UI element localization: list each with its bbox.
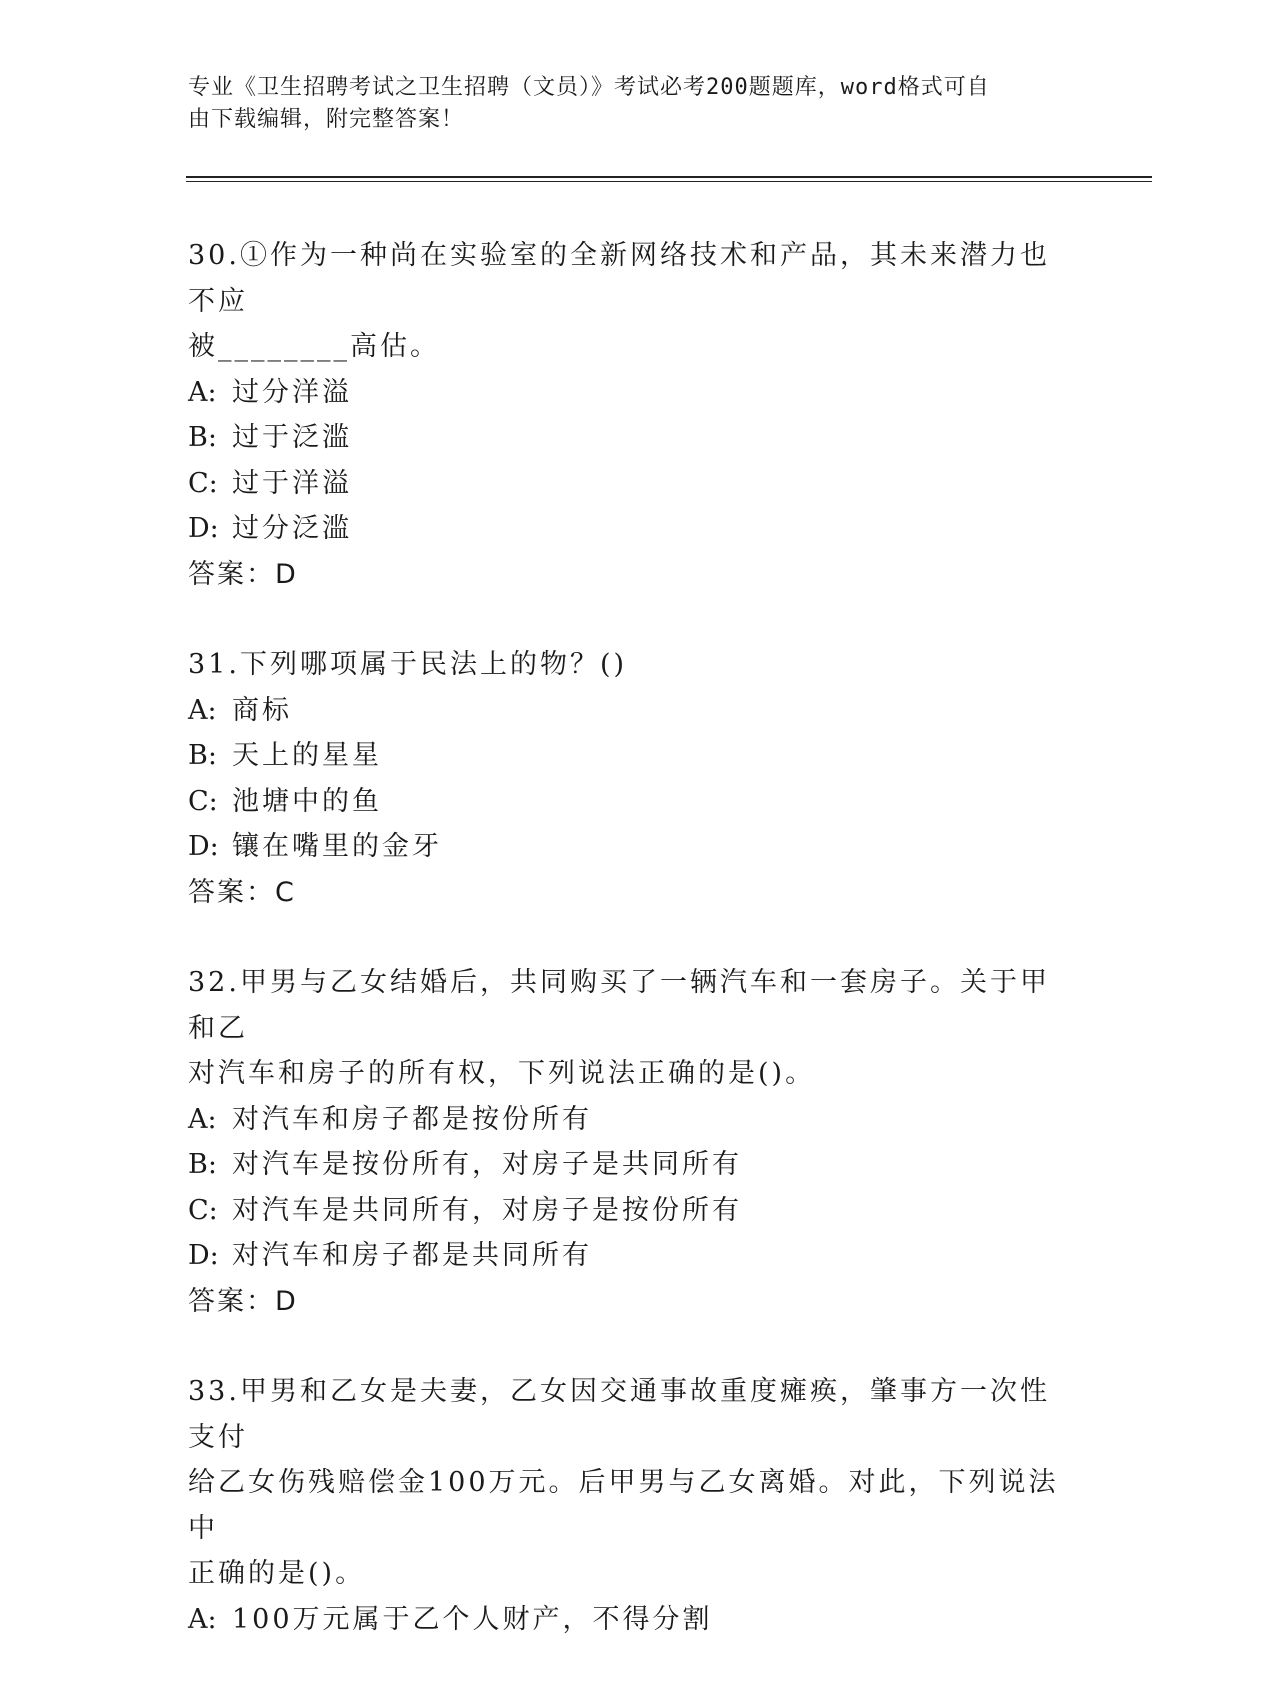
question-stem-line: 被________高估。 [188, 331, 440, 362]
document-header [188, 72, 1088, 136]
option-text: 天上的星星 [232, 740, 382, 771]
option-label: D: [188, 831, 219, 862]
option-label: C: [188, 785, 218, 817]
option-text: 镶在嘴里的金牙 [232, 831, 442, 862]
option-label: B: [188, 422, 217, 453]
question-33 [188, 1369, 1088, 1642]
option-b [188, 415, 1088, 461]
question-list [188, 233, 1088, 1687]
option-c [188, 1188, 1088, 1234]
option-a [188, 1097, 1088, 1143]
header-line-2: 由下载编辑，附完整答案！ [188, 107, 465, 132]
question-32 [188, 960, 1088, 1324]
option-text: 池塘中的鱼 [232, 785, 382, 817]
option-c [188, 461, 1088, 507]
option-label: B: [188, 1149, 217, 1180]
option-a [188, 370, 1088, 416]
option-text: 对汽车和房子都是按份所有 [232, 1103, 592, 1135]
header-line-1: 专业《卫生招聘考试之卫生招聘（文员）》考试必考200题题库，word格式可自 [188, 75, 990, 100]
option-text: 对汽车是共同所有，对房子是按份所有 [232, 1194, 742, 1226]
question-stem-line: 正确的是()。 [188, 1558, 366, 1589]
header-divider-thin [186, 181, 1152, 182]
option-a [188, 688, 1088, 734]
option-label: D: [188, 513, 219, 544]
option-d [188, 1233, 1088, 1279]
option-text: 100万元属于乙个人财产，不得分割 [232, 1603, 713, 1635]
option-label: A: [188, 376, 217, 408]
option-label: A: [188, 1603, 217, 1635]
option-d [188, 506, 1088, 552]
option-c [188, 779, 1088, 825]
question-stem-line: 30.①作为一种尚在实验室的全新网络技术和产品，其未来潜力也不应 [188, 240, 1050, 317]
option-d [188, 824, 1088, 870]
answer-line: 答案：D [188, 1285, 298, 1317]
option-text: 过于洋溢 [232, 467, 352, 499]
option-text: 过分泛滥 [232, 513, 352, 544]
option-label: A: [188, 1103, 217, 1135]
question-stem-line: 对汽车和房子的所有权，下列说法正确的是()。 [188, 1058, 816, 1089]
option-label: A: [188, 694, 217, 726]
option-text: 商标 [232, 694, 292, 726]
header-divider-thick [186, 176, 1152, 178]
question-31 [188, 642, 1088, 915]
option-a [188, 1597, 1088, 1643]
option-text: 过于泛滥 [232, 422, 352, 453]
option-text: 对汽车和房子都是共同所有 [232, 1240, 592, 1271]
option-text: 对汽车是按份所有，对房子是共同所有 [232, 1149, 742, 1180]
answer-line: 答案：C [188, 876, 296, 908]
question-stem-line: 32.甲男与乙女结婚后，共同购买了一辆汽车和一套房子。关于甲和乙 [188, 967, 1050, 1044]
question-stem-line: 给乙女伤残赔偿金100万元。后甲男与乙女离婚。对此，下列说法中 [188, 1467, 1059, 1544]
option-b [188, 733, 1088, 779]
option-label: B: [188, 740, 217, 771]
question-stem-line: 31.下列哪项属于民法上的物？() [188, 649, 628, 680]
question-30 [188, 233, 1088, 597]
option-label: C: [188, 1194, 218, 1226]
answer-line: 答案：D [188, 558, 298, 590]
option-text: 过分洋溢 [232, 376, 352, 408]
option-b [188, 1142, 1088, 1188]
option-label: D: [188, 1240, 219, 1271]
question-stem-line: 33.甲男和乙女是夫妻，乙女因交通事故重度瘫痪，肇事方一次性支付 [188, 1376, 1050, 1453]
option-label: C: [188, 467, 218, 499]
